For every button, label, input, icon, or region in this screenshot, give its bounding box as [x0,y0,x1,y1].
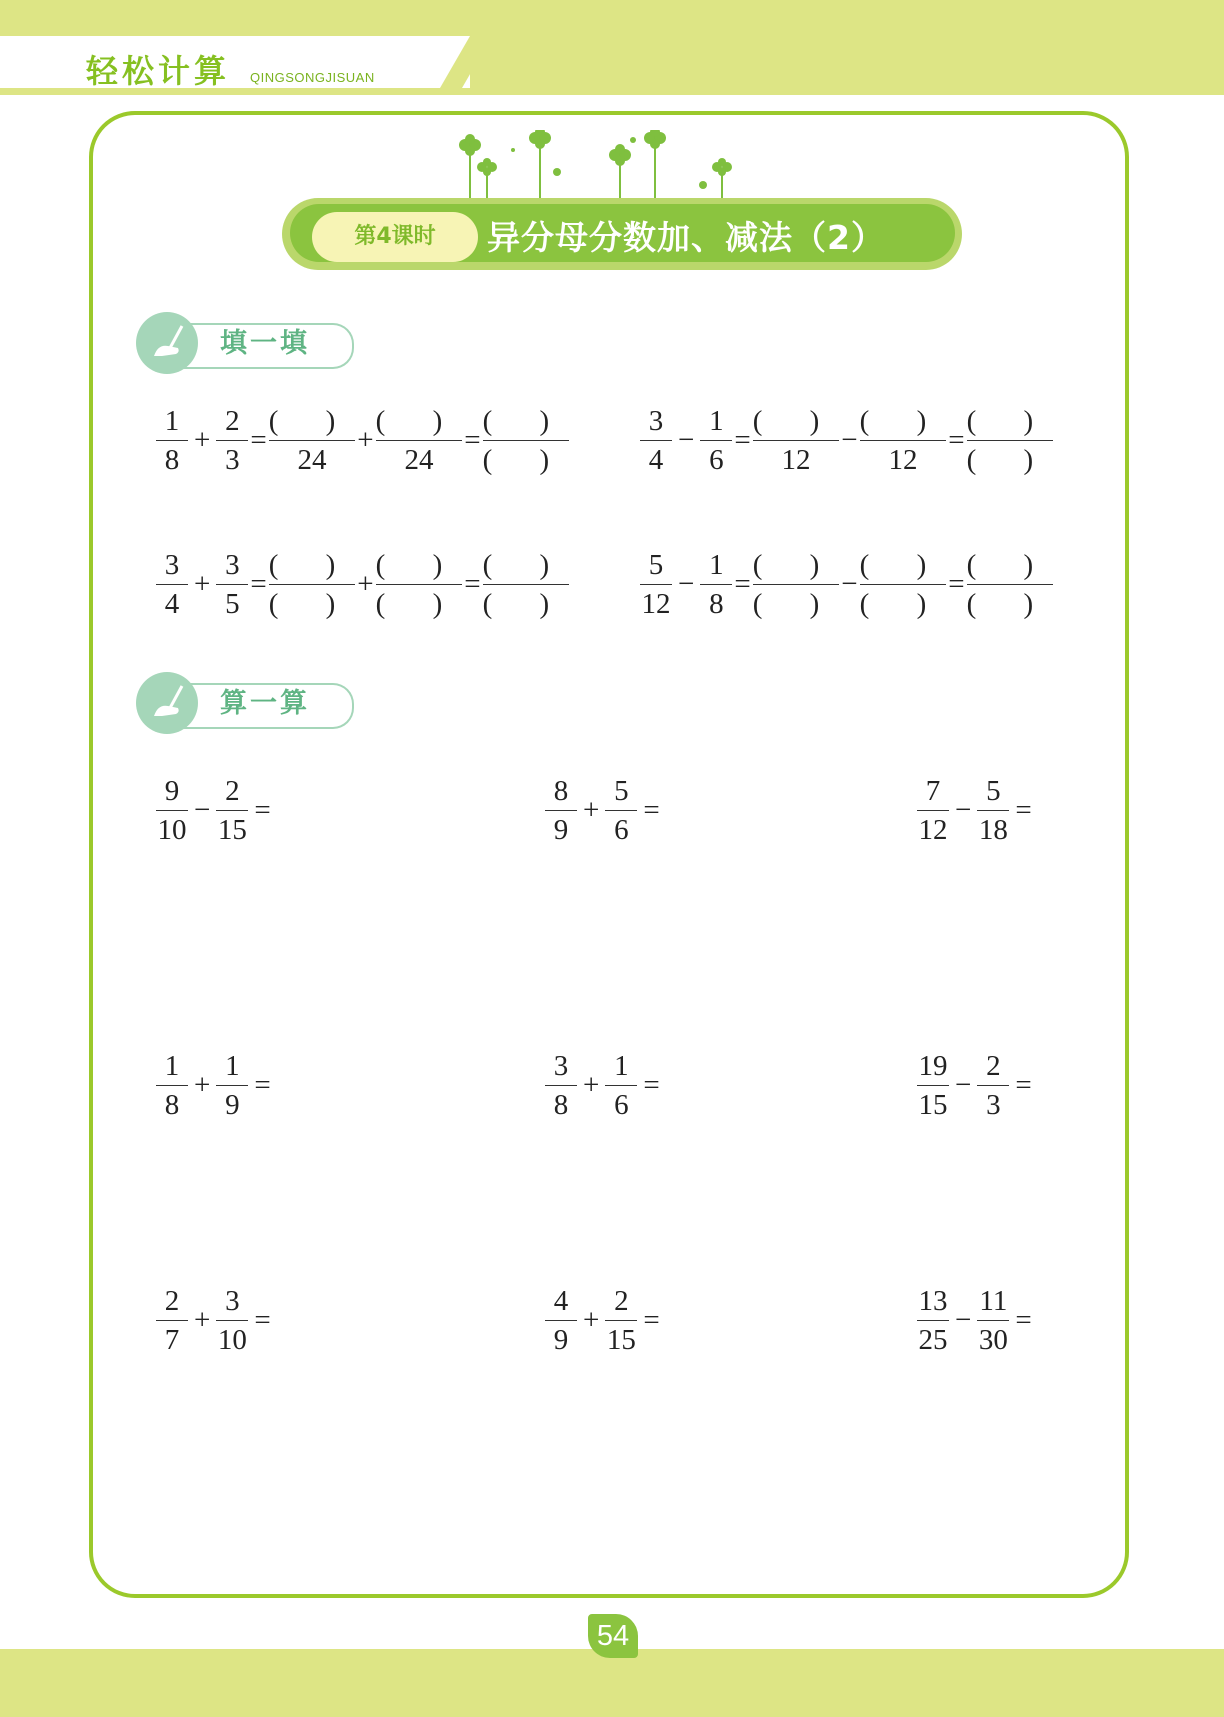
lesson-badge: 第4课时 [312,212,478,262]
section-fill [136,312,356,374]
lesson-title: 异分母分数加、减法（2） [487,218,885,257]
calc-problem: $\frac{1}{8}$ + $\frac{1}{9}$ = [156,1047,277,1124]
section-calc-label: 算一算 [220,688,310,719]
footer-band [0,1649,1224,1717]
fill-equation: $\frac{3}{4}$ + $\frac{3}{5}$ = $\frac{( )}{( )}$ + $\frac{( )}{( )}$ = $\frac{( )}{( )}$ [156,546,569,623]
fill-equation: $\frac{1}{8}$ + $\frac{2}{3}$ = $\frac{( )}{24}$ + $\frac{( )}{24}$ = $\frac{( )}{( )}$ [156,402,569,479]
calc-problem: $\frac{7}{12}$ − $\frac{5}{18}$ = [918,775,1032,846]
section-fill-label: 填一填 [220,328,310,359]
calc-problem: $\frac{2}{7}$ + $\frac{3}{10}$ = [156,1282,277,1359]
header-stripes [420,36,620,88]
pencil-hand-icon [148,322,188,364]
book-subtitle: QINGSONGJISUAN [250,70,375,85]
calc-problem: $\frac{13}{25}$ − $\frac{11}{30}$ = [918,1285,1032,1356]
section-calc [136,672,356,734]
fill-equation: $\frac{5}{12}$ − $\frac{1}{8}$ = $\frac{( )}{( )}$ − $\frac{( )}{( )}$ = $\frac{( )}{( )}$ [641,549,1054,620]
calc-problem: $\frac{19}{15}$ − $\frac{2}{3}$ = [918,1050,1032,1121]
book-title: 轻松计算 [86,52,231,90]
calc-problem: $\frac{3}{8}$ + $\frac{1}{6}$ = [545,1047,666,1124]
calc-problem: $\frac{4}{9}$ + $\frac{2}{15}$ = [545,1282,666,1359]
fill-equation: $\frac{3}{4}$ − $\frac{1}{6}$ = $\frac{( )}{12}$ − $\frac{( )}{12}$ = $\frac{( )}{( )}$ [640,402,1053,479]
clover-icon [445,130,745,200]
calc-problem: $\frac{8}{9}$ + $\frac{5}{6}$ = [545,772,666,849]
calc-problem: $\frac{9}{10}$ − $\frac{2}{15}$ = [157,775,271,846]
page-number: 54 [588,1614,638,1658]
pencil-hand-icon [148,682,188,724]
header-strip [0,36,470,88]
